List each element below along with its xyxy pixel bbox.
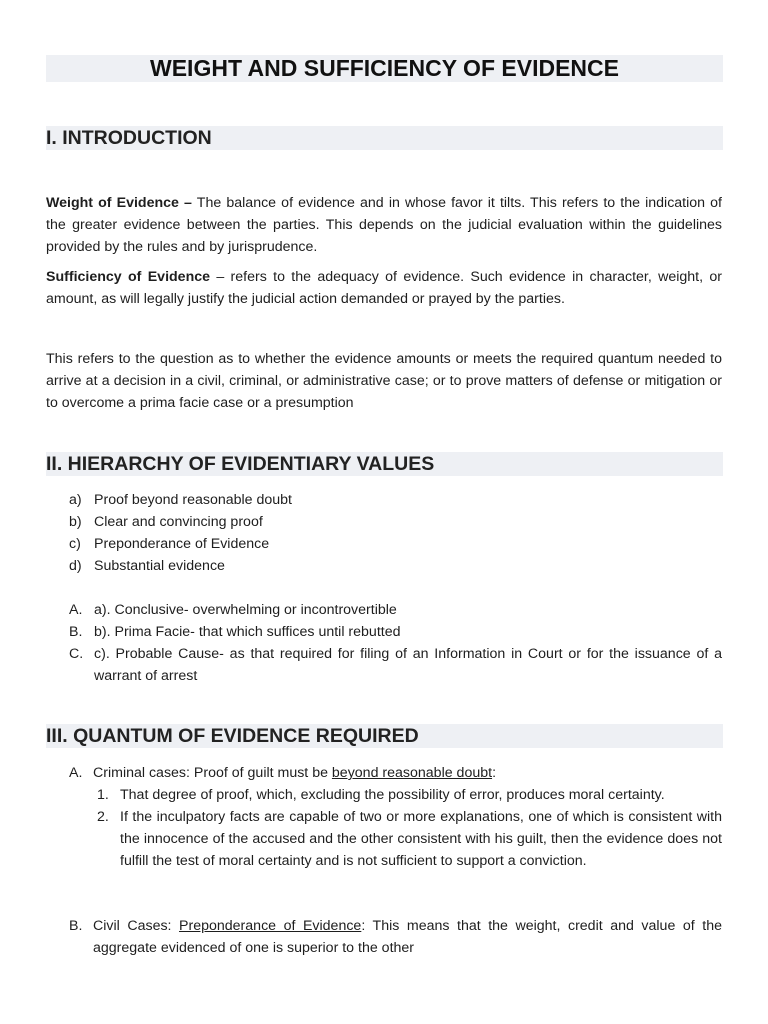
preponderance-of-evidence-underlined: Preponderance of Evidence <box>179 918 362 934</box>
weight-of-evidence-term: Weight of Evidence – <box>46 195 192 211</box>
sufficiency-of-evidence-definition: – refers to the adequacy of evidence. Such evidence in character, weight, or amount, as will legally justify the judicial action demanded or prayed by the parties. <box>46 269 722 307</box>
section-1-heading: I. INTRODUCTION <box>46 127 212 149</box>
sublist-item: That degree of proof, which, excluding the possibility of error, produces moral certainty. <box>120 787 665 803</box>
list-marker: B. <box>69 918 83 934</box>
list-item: Substantial evidence <box>94 558 225 574</box>
weight-of-evidence-paragraph <box>46 192 722 258</box>
beyond-reasonable-doubt-underlined: beyond reasonable doubt <box>331 765 493 781</box>
sublist-marker: 1. <box>97 787 109 803</box>
list-marker: A. <box>69 602 83 618</box>
civil-cases-item <box>93 915 722 959</box>
list-marker: C. <box>69 646 84 662</box>
criminal-cases-item <box>93 762 496 784</box>
list-marker: c) <box>69 536 81 552</box>
list-item: Proof beyond reasonable doubt <box>94 492 292 508</box>
section-2-heading: II. HIERARCHY OF EVIDENTIARY VALUES <box>46 453 435 475</box>
list-marker: d) <box>69 558 82 574</box>
list-item: c). Probable Cause- as that required for filing of an Information in Court or for the issuance of a warrant of arrest <box>94 646 722 684</box>
list-item: b). Prima Facie- that which suffices until rebutted <box>94 624 401 640</box>
list-item: Preponderance of Evidence <box>94 536 270 552</box>
criminal-cases-text: Criminal cases: Proof of guilt must be <box>93 765 332 781</box>
list-marker: b) <box>69 514 82 530</box>
sufficiency-of-evidence-paragraph <box>46 266 722 310</box>
sublist-item: If the inculpatory facts are capable of two or more explanations, one of which is consistent with the innocence of the accused and the other consistent with his guilt, then the evidence does not fulfill the test of moral certainty and is not sufficient to support a conviction. <box>120 809 722 869</box>
list-marker: B. <box>69 624 83 640</box>
civil-cases-text: Civil Cases: <box>93 918 180 934</box>
sufficiency-of-evidence-term: Sufficiency of Evidence <box>46 269 211 285</box>
section-3-heading: III. QUANTUM OF EVIDENCE REQUIRED <box>46 725 419 747</box>
list-marker: a) <box>69 492 82 508</box>
list-item: a). Conclusive- overwhelming or incontrovertible <box>94 602 397 618</box>
criminal-cases-colon: : <box>492 765 497 781</box>
document-title: WEIGHT AND SUFFICIENCY OF EVIDENCE <box>150 55 619 81</box>
list-marker: A. <box>69 765 83 781</box>
civil-cases-definition: : This means that the weight, credit and value of the aggregate evidenced of one is superior to the other <box>93 918 722 956</box>
weight-of-evidence-definition: The balance of evidence and in whose favor it tilts. This refers to the indication of the greater evidence between the parties. This depends on the judicial evaluation within the guidelines provided by the rules and by jurisprudence. <box>46 195 722 255</box>
sublist-marker: 2. <box>97 809 109 825</box>
list-item: Clear and convincing proof <box>94 514 263 530</box>
quantum-question-paragraph: This refers to the question as to whether the evidence amounts or meets the required quantum needed to arrive at a decision in a civil, criminal, or administrative case; or to prove matters of defense or mitigation or to overcome a prima facie case or a presumption <box>46 351 722 411</box>
